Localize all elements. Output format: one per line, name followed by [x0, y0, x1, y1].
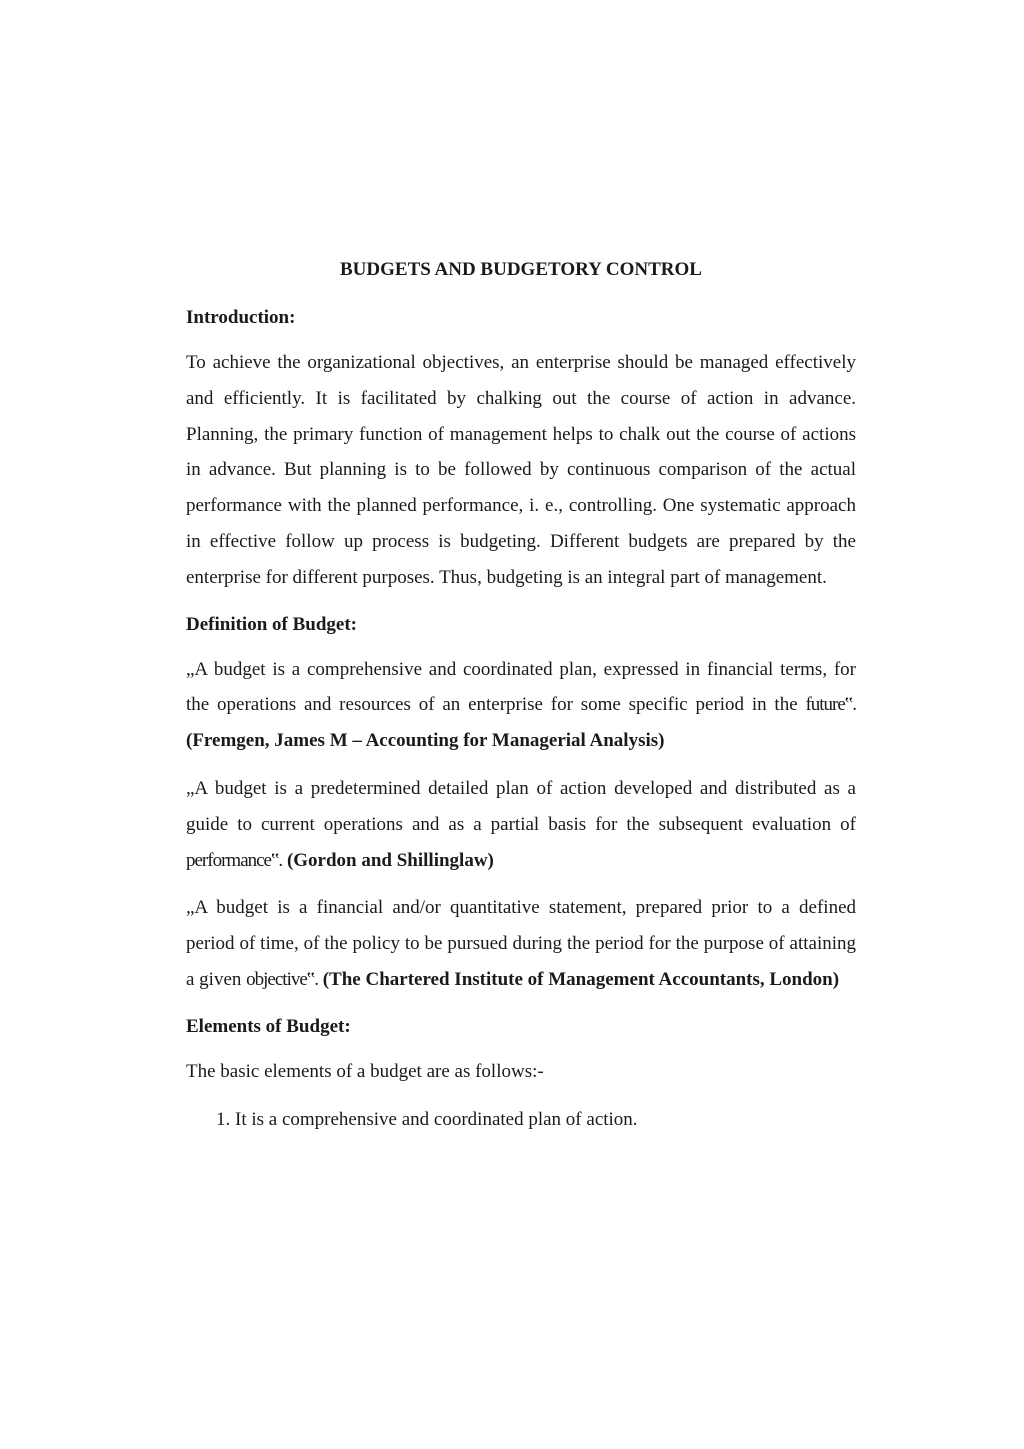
document-page	[186, 255, 856, 1137]
definition-quote-1	[186, 652, 856, 759]
quote-text: „A budget is a predetermined detailed plan of action developed and distributed as a guide to current operations and as a partial basis for the subsequent evaluation of	[186, 777, 856, 835]
quote-citation: (The Chartered Institute of Management Accountants, London)	[322, 968, 840, 990]
quote-text: „A budget is a financial and/or quantitative statement, prepared prior to a defined period of time, of the policy to be pursued during the period for the purpose of attaining a given	[186, 897, 856, 990]
introduction-heading: Introduction:	[186, 307, 296, 328]
document-title: BUDGETS AND BUDGETORY CONTROL	[340, 259, 702, 280]
list-item: 1. It is a comprehensive and coordinated plan of action.	[216, 1108, 638, 1130]
elements-heading: Elements of Budget:	[186, 1015, 351, 1037]
elements-list	[186, 1102, 856, 1138]
definition-quote-2	[186, 771, 856, 878]
quote-citation: (Gordon and Shillinglaw)	[286, 849, 494, 871]
quote-citation: (Fremgen, James M – Accounting for Managerial Analysis)	[186, 730, 665, 752]
introduction-paragraph: To achieve the organizational objectives, an enterprise should be managed effectively and efficiently. It is facilitated by chalking out the course of action in advance. Planning, the primary function of management helps to chalk out the course of actions in advance. But planning is to be followed by continuous comparison of the actual performance with the planned performance, i. e., controlling. One systematic approach in effective follow up process is budgeting. Different budgets are prepared by the enterprise for different purposes. Thus, budgeting is an integral part of management.	[186, 352, 856, 588]
elements-intro: The basic elements of a budget are as follows:-	[186, 1060, 544, 1082]
quote-text: „A budget is a comprehensive and coordinated plan, expressed in financial terms, for the operations and resources of an enterprise for some specific period in the	[186, 658, 856, 716]
quote-last-word: performance‟.	[186, 849, 283, 871]
definition-heading: Definition of Budget:	[186, 613, 357, 635]
definition-quote-3	[186, 890, 856, 997]
quote-last-word: future‟.	[805, 694, 856, 716]
quote-last-word: objective‟.	[246, 968, 318, 990]
